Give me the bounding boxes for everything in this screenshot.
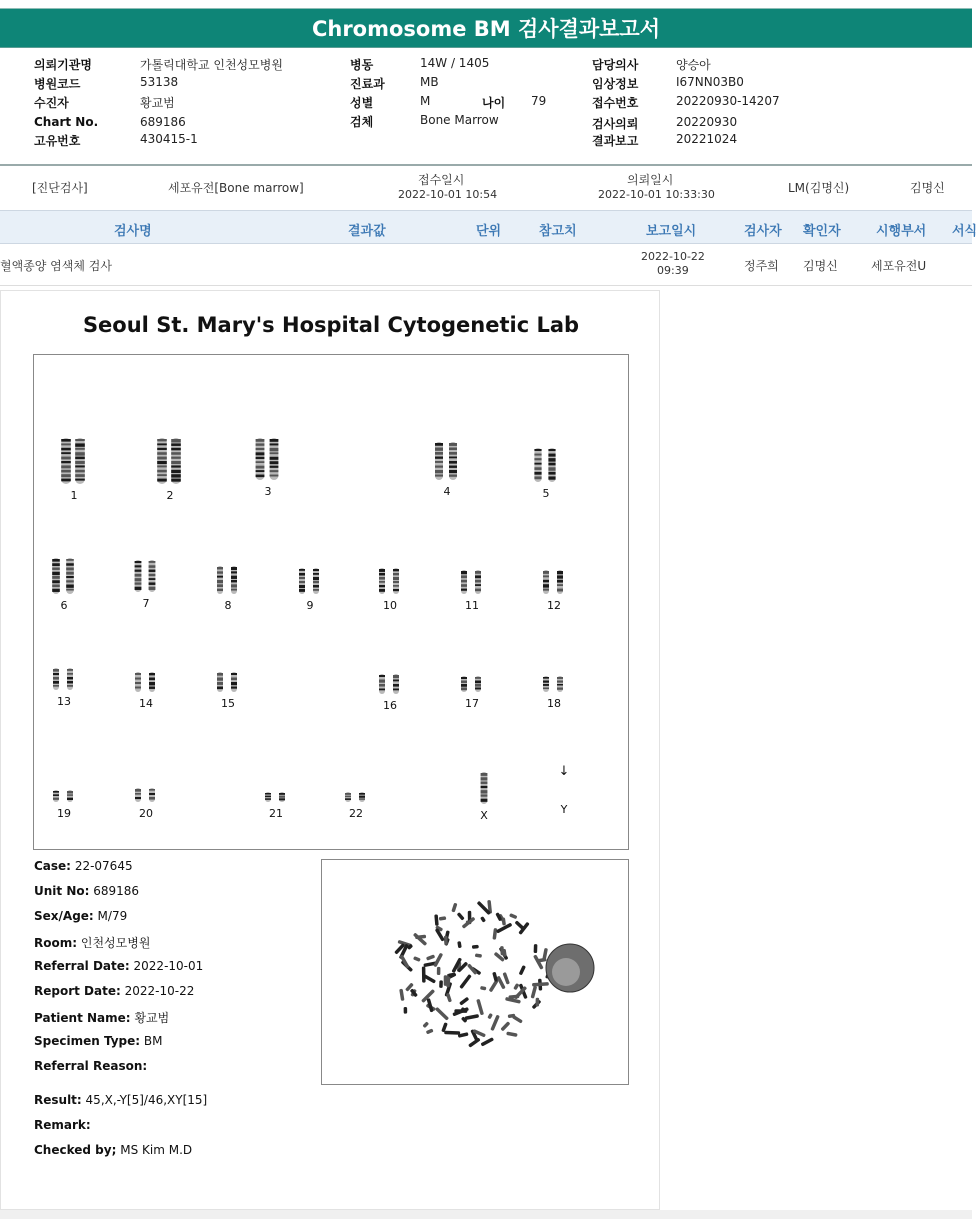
meta-label: Report Date: (34, 984, 121, 998)
label-ward: 병동 (350, 58, 374, 72)
value-age: 79 (531, 94, 547, 108)
label-institution: 의뢰기관명 (34, 58, 92, 72)
chromosome-label: 3 (264, 485, 272, 498)
meta-value: 황교범 (134, 1011, 170, 1025)
cytogenetic-report (0, 290, 660, 1210)
meta-label: Case: (34, 859, 71, 873)
chromosome-label: 15 (221, 697, 235, 710)
meta-label: Specimen Type: (34, 1034, 141, 1048)
chromosome-label: 7 (142, 597, 150, 610)
row-tester: 정주희 (744, 259, 779, 273)
label-chart-no: Chart No. (34, 115, 99, 129)
chromosome-18 (534, 675, 574, 710)
chromosome-label: 5 (542, 487, 550, 500)
label-sex: 성별 (350, 96, 374, 110)
col-report-date[interactable]: 보고일시 (646, 224, 697, 239)
label-clinical-info: 임상정보 (592, 77, 639, 91)
remark-line (34, 1118, 334, 1143)
chromosome-label: 14 (139, 697, 153, 710)
chromosome-4 (427, 441, 467, 498)
col-test-name[interactable]: 검사명 (114, 224, 152, 239)
divider (0, 164, 972, 166)
checked-value: MS Kim M.D (120, 1143, 193, 1157)
label-hospital-code: 병원코드 (34, 77, 81, 91)
col-dept[interactable]: 시행부서 (876, 224, 927, 239)
value-clinical-info: I67NN03B0 (676, 75, 744, 89)
table-row[interactable] (0, 244, 972, 286)
label-department: 진료과 (350, 77, 385, 91)
chromosome-2 (150, 437, 190, 502)
chromosome-15 (208, 671, 248, 710)
report-title-bar: Chromosome BM 검사결과보고서 (0, 8, 972, 48)
meta-label: Patient Name: (34, 1011, 131, 1025)
meta-value: 2022-10-01 (133, 959, 204, 973)
meta-item (34, 909, 314, 934)
chromosome-label: 13 (57, 695, 71, 708)
chromosome-label: 19 (57, 807, 71, 820)
meta-item (34, 959, 314, 984)
chromosome-19 (44, 789, 84, 820)
meta-value: 22-07645 (74, 859, 133, 873)
row-test-name: 혈액종양 염색체 검사 (0, 259, 112, 273)
col-reference[interactable]: 참고치 (539, 224, 577, 239)
meta-value: 인천성모병원 (80, 936, 151, 950)
meta-item (34, 884, 314, 909)
diag-category: [진단검사] (32, 181, 88, 195)
chromosome-label: 22 (349, 807, 363, 820)
chromosome-label: 12 (547, 599, 561, 612)
meta-label: Referral Date: (34, 959, 130, 973)
diagnosis-row[interactable] (0, 168, 972, 208)
chromosome-1 (54, 437, 94, 502)
chromosome-label: Y (560, 803, 568, 816)
remark-label: Remark: (34, 1118, 91, 1132)
chromosome-11 (452, 569, 492, 612)
value-department: MB (420, 75, 439, 89)
row-report-date: 2022-10-22 (641, 250, 705, 263)
checked-line (34, 1143, 334, 1168)
missing-y-arrow-icon: ↓ (558, 764, 570, 779)
meta-item (34, 984, 314, 1009)
requested-label: 의뢰일시 (627, 173, 674, 187)
label-patient: 수진자 (34, 96, 69, 110)
chromosome-label: 6 (60, 599, 68, 612)
chromosome-label: X (480, 809, 488, 822)
row-confirmer: 김명신 (803, 259, 838, 273)
chromosome-21 (256, 791, 296, 820)
chromosome-label: 18 (547, 697, 561, 710)
received-value: 2022-10-01 10:54 (398, 188, 498, 201)
result-value: 45,X,-Y[5]/46,XY[15] (85, 1093, 208, 1107)
meta-label: Sex/Age: (34, 909, 94, 923)
value-sex: M (420, 94, 431, 108)
chromosome-14 (126, 671, 166, 710)
chromosome-label: 11 (465, 599, 479, 612)
meta-label: Referral Reason: (34, 1059, 148, 1073)
label-request-date: 검사의뢰 (592, 117, 639, 131)
meta-item (34, 934, 314, 959)
chromosome-6 (44, 557, 84, 612)
meta-label: Room: (34, 936, 78, 950)
chromosome-label: 10 (383, 599, 397, 612)
chromosome-3 (248, 437, 288, 498)
col-unit[interactable]: 단위 (476, 224, 502, 239)
result-section (34, 1093, 334, 1168)
meta-value: 2022-10-22 (124, 984, 195, 998)
chromosome-20 (126, 787, 166, 820)
chromosome-label: 1 (70, 489, 78, 502)
value-chart-no: 689186 (140, 115, 186, 129)
chromosome-label: 9 (306, 599, 314, 612)
chromosome-8 (208, 565, 248, 612)
diag-doctor: 김명신 (910, 181, 945, 195)
meta-item (34, 1009, 314, 1034)
karyotype-image (33, 354, 629, 850)
metaphase-image (321, 859, 629, 1085)
label-result-report: 결과보고 (592, 134, 639, 148)
label-specimen: 검체 (350, 115, 374, 129)
chromosome-5 (526, 447, 566, 500)
meta-item (34, 1059, 314, 1084)
requested-value: 2022-10-01 10:33:30 (598, 188, 715, 201)
row-report-time: 09:39 (657, 264, 689, 277)
chromosome-10 (370, 567, 410, 612)
label-unique-no: 고유번호 (34, 134, 81, 148)
label-physician: 담당의사 (592, 58, 639, 72)
value-patient: 황교범 (140, 96, 175, 110)
diag-department: 세포유전[Bone marrow] (168, 181, 304, 195)
chromosome-16 (370, 673, 410, 712)
chromosome-12 (534, 569, 574, 612)
bottom-scroll-area (0, 1210, 972, 1219)
chromosome-7 (126, 559, 166, 610)
col-format[interactable]: 서식 (952, 224, 977, 239)
value-hospital-code: 53138 (140, 75, 179, 89)
case-meta-list (34, 859, 314, 1084)
col-result[interactable]: 결과값 (348, 224, 386, 239)
value-institution: 가톨릭대학교 인천성모병원 (140, 58, 283, 72)
chromosome-label: 4 (443, 485, 451, 498)
chromosome-label: 20 (139, 807, 153, 820)
chromosome-label: 16 (383, 699, 397, 712)
chromosome-x (464, 771, 504, 822)
result-label: Result: (34, 1093, 82, 1107)
label-receipt-no: 접수번호 (592, 96, 639, 110)
chromosome-17 (452, 675, 492, 710)
chromosome-22 (336, 791, 376, 820)
meta-item (34, 859, 314, 884)
meta-value: M/79 (97, 909, 128, 923)
col-tester[interactable]: 검사자 (744, 224, 782, 239)
meta-label: Unit No: (34, 884, 90, 898)
lm-doctor: LM(김명신) (788, 181, 850, 195)
chromosome-label: 17 (465, 697, 479, 710)
value-request-date: 20220930 (676, 115, 738, 129)
meta-item (34, 1034, 314, 1059)
meta-value: BM (143, 1034, 163, 1048)
value-physician: 양승아 (676, 58, 711, 72)
value-receipt-no: 20220930-14207 (676, 94, 780, 108)
result-line (34, 1093, 334, 1118)
col-confirmer[interactable]: 확인자 (803, 224, 841, 239)
chromosome-label: 2 (166, 489, 174, 502)
value-ward: 14W / 1405 (420, 56, 490, 70)
lab-title: Seoul St. Mary's Hospital Cytogenetic Lab (82, 313, 580, 337)
chromosome-label: 8 (224, 599, 232, 612)
received-label: 접수일시 (418, 173, 465, 187)
chromosome-13 (44, 667, 84, 708)
checked-label: Checked by; (34, 1143, 117, 1157)
chromosome-y (544, 763, 584, 816)
chromosome-9 (290, 567, 330, 612)
patient-info-grid (0, 50, 972, 164)
row-dept: 세포유전U (871, 259, 927, 273)
value-unique-no: 430415-1 (140, 132, 198, 146)
value-specimen: Bone Marrow (420, 113, 499, 127)
chromosome-label: 21 (269, 807, 283, 820)
meta-value: 689186 (93, 884, 140, 898)
results-table-header (0, 210, 977, 244)
label-age: 나이 (482, 96, 506, 110)
value-result-report: 20221024 (676, 132, 738, 146)
